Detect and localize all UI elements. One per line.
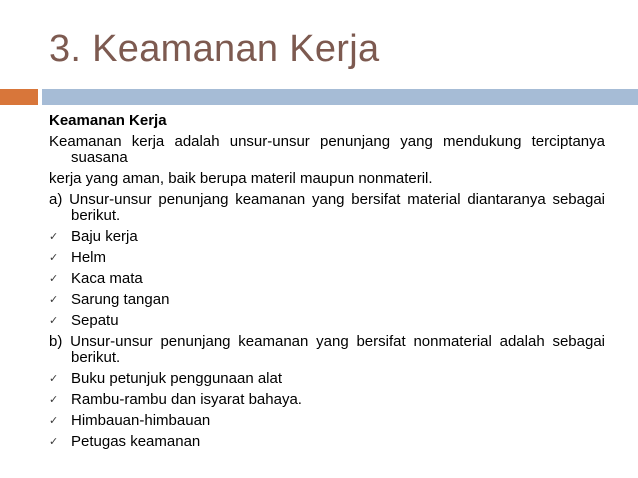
list-item-label: Himbauan-himbauan [71, 412, 211, 429]
slide-title: 3. Keamanan Kerja [49, 28, 380, 70]
list-item [49, 413, 605, 429]
list-item [49, 292, 605, 308]
list-item [49, 434, 605, 450]
check-mark-icon: ✓ [49, 231, 59, 243]
nonmaterial-list [49, 371, 605, 450]
list-item-label: Helm [71, 249, 107, 266]
list-item [49, 229, 605, 245]
list-item [49, 392, 605, 408]
list-item-label: Kaca mata [71, 270, 143, 287]
check-mark-icon: ✓ [49, 273, 59, 285]
list-item-label: Buku petunjuk penggunaan alat [71, 370, 283, 387]
check-mark-icon: ✓ [49, 294, 59, 306]
section-b-intro: b) Unsur-unsur penunjang keamanan yang bersifat nonmaterial adalah sebagai berikut. [49, 333, 605, 366]
slide-body [49, 113, 605, 455]
intro-paragraph-continued: kerja yang aman, baik berupa materil maupun nonmateril. [49, 170, 433, 187]
list-item-label: Rambu-rambu dan isyarat bahaya. [71, 391, 302, 408]
section-a-intro: a) Unsur-unsur penunjang keamanan yang bersifat material diantaranya sebagai berikut. [49, 191, 605, 224]
accent-bar-blue [42, 89, 638, 105]
list-item [49, 313, 605, 329]
list-item-label: Sepatu [71, 312, 119, 329]
section-heading: Keamanan Kerja [49, 112, 167, 129]
list-item-label: Sarung tangan [71, 291, 170, 308]
list-item-label: Baju kerja [71, 228, 138, 245]
intro-paragraph: Keamanan kerja adalah unsur-unsur penunjang yang mendukung terciptanya suasana [49, 133, 605, 166]
list-item [49, 250, 605, 266]
list-item [49, 371, 605, 387]
check-mark-icon: ✓ [49, 436, 59, 448]
check-mark-icon: ✓ [49, 415, 59, 427]
check-mark-icon: ✓ [49, 394, 59, 406]
check-mark-icon: ✓ [49, 252, 59, 264]
check-mark-icon: ✓ [49, 315, 59, 327]
accent-bar-orange [0, 89, 38, 105]
check-mark-icon: ✓ [49, 373, 59, 385]
material-list [49, 229, 605, 329]
list-item-label: Petugas keamanan [71, 433, 201, 450]
list-item [49, 271, 605, 287]
